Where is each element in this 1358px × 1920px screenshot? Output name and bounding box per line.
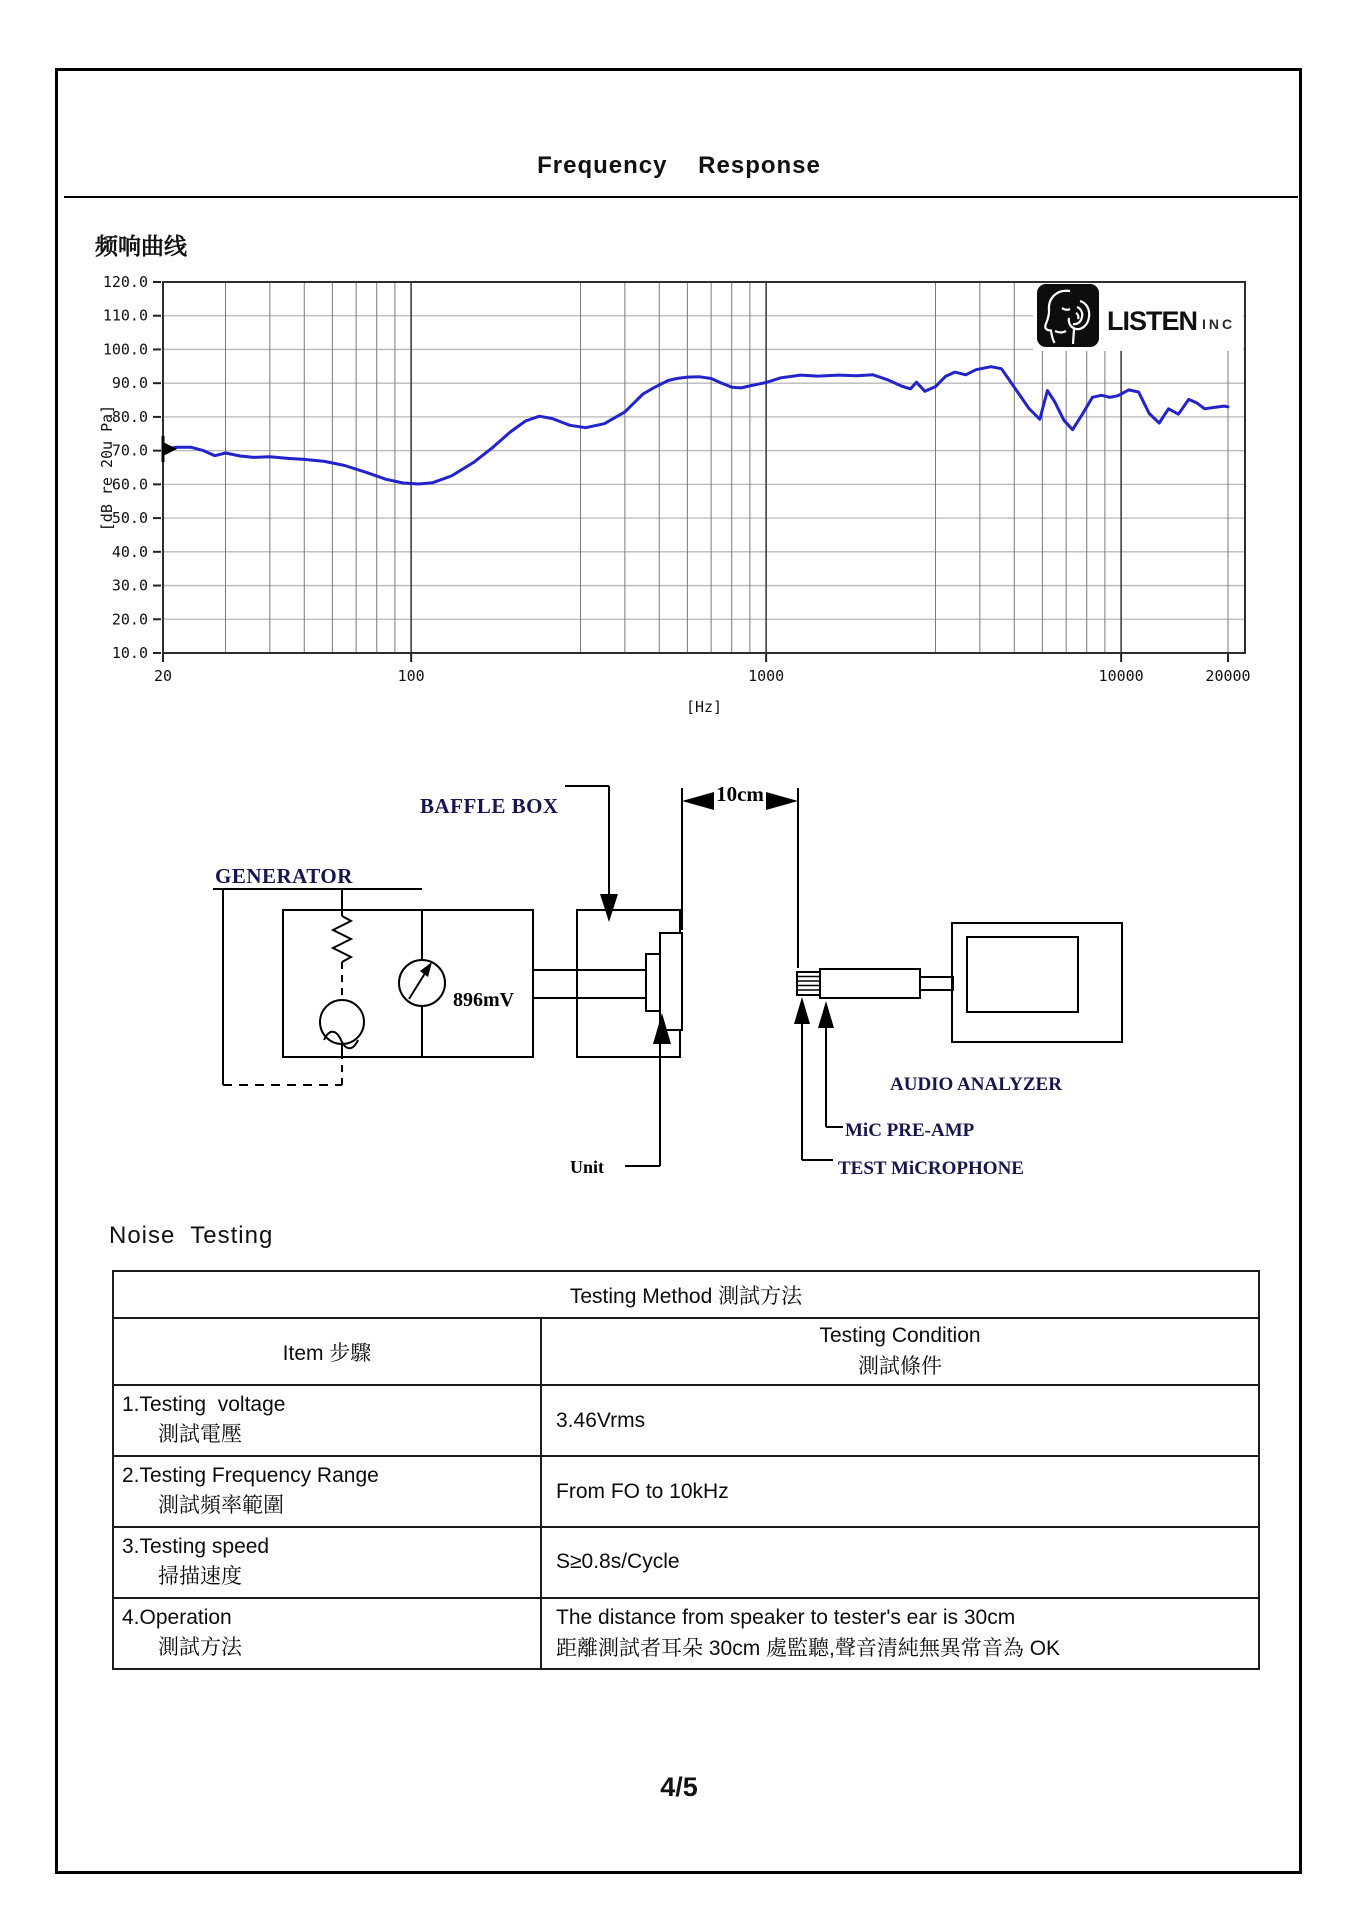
column-header-item: Item 步驟 — [113, 1318, 541, 1385]
logo-suffix-text: INC — [1202, 316, 1236, 332]
test-setup-diagram — [0, 760, 1358, 1220]
table-row — [113, 1527, 1259, 1598]
page-number: 4/5 — [660, 1772, 698, 1802]
audio-analyzer-screen — [967, 937, 1078, 1012]
y-axis-title: [dB re 20u Pa] — [98, 404, 116, 532]
logo-brand-text: LISTEN — [1107, 306, 1198, 336]
preamp-arrowhead — [818, 1001, 834, 1028]
x-tick-label: 10000 — [1098, 667, 1144, 685]
signal-source-symbol — [320, 1000, 364, 1044]
table-title-row — [113, 1271, 1259, 1318]
distance-label: 10cm — [716, 782, 764, 806]
item-text-cn: 測試頻率範圍 — [158, 1494, 284, 1518]
baffle-arrowhead — [600, 894, 618, 922]
document-title: Frequency Response — [537, 152, 821, 179]
item-text-en: 4.Operation — [122, 1605, 232, 1629]
y-tick-label: 20.0 — [111, 610, 148, 629]
table-row — [113, 1456, 1259, 1527]
x-tick-label: 1000 — [748, 667, 785, 685]
item-text-cn: 測試方法 — [158, 1636, 242, 1660]
y-tick-label: 120.0 — [102, 273, 148, 291]
y-tick-label: 60.0 — [111, 475, 148, 494]
y-tick-label: 80.0 — [111, 407, 148, 426]
y-tick-label: 10.0 — [111, 644, 148, 662]
x-tick-label: 100 — [397, 667, 425, 685]
condition-text: 3.46Vrms — [556, 1408, 646, 1432]
y-tick-label: 40.0 — [111, 542, 148, 561]
mic-body — [820, 969, 920, 998]
table-row — [113, 1385, 1259, 1456]
mic-connector — [920, 977, 953, 990]
testing-method-table — [112, 1270, 1260, 1670]
baffle-box-label: BAFFLE BOX — [420, 794, 559, 818]
table-title: Testing Method 測試方法 — [113, 1271, 1259, 1318]
y-tick-label: 90.0 — [111, 374, 148, 393]
generator-label: GENERATOR — [215, 864, 353, 888]
column-header-condition — [541, 1318, 1259, 1385]
test-mic-arrowhead — [794, 997, 810, 1024]
audio-analyzer-label: AUDIO ANALYZER — [890, 1074, 1062, 1095]
audio-analyzer-box — [952, 923, 1122, 1042]
dimension-arrow-right — [766, 792, 798, 810]
item-text-en: 1.Testing voltage — [122, 1393, 286, 1416]
item-text-en: 3.Testing speed — [122, 1534, 270, 1558]
condition-text-cn: 距離測試者耳朵 30cm 處監聽,聲音清純無異常音為 OK — [556, 1637, 1061, 1661]
speaker-diaphragm — [660, 933, 682, 1030]
condition-text: The distance from speaker to tester's ear is 30cm — [556, 1605, 1016, 1629]
y-tick-label: 70.0 — [111, 441, 148, 460]
condition-header-cn: 測試條件 — [858, 1354, 942, 1378]
unit-label: Unit — [570, 1157, 605, 1177]
voltmeter-symbol — [399, 960, 445, 1006]
mic-tip — [797, 972, 820, 995]
y-tick-label: 100.0 — [102, 340, 148, 359]
item-text-en: 2.Testing Frequency Range — [122, 1463, 379, 1487]
resistor-symbol — [333, 916, 351, 962]
response-curve — [163, 367, 1228, 484]
table-row — [113, 1598, 1259, 1669]
curve-start-arrowhead — [163, 442, 177, 456]
item-text-cn: 掃描速度 — [158, 1565, 242, 1589]
x-tick-label: 20 — [153, 667, 173, 685]
x-tick-label: 20000 — [1205, 667, 1251, 685]
dimension-arrow-left — [682, 792, 714, 810]
table-header-row — [113, 1318, 1259, 1385]
condition-text: S≥0.8s/Cycle — [556, 1550, 680, 1574]
mic-pre-amp-label: MiC PRE-AMP — [845, 1120, 975, 1141]
frequency-response-chart — [0, 210, 1358, 740]
listen-logo — [1033, 283, 1243, 351]
test-microphone-label: TEST MiCROPHONE — [838, 1158, 1024, 1179]
y-tick-label: 50.0 — [111, 509, 148, 528]
item-text-cn: 測試電壓 — [158, 1423, 242, 1447]
title-rule — [64, 196, 1298, 198]
voltage-label: 896mV — [453, 989, 515, 1011]
condition-header-en: Testing Condition — [819, 1324, 981, 1348]
y-tick-label: 30.0 — [111, 576, 148, 595]
condition-text: From FO to 10kHz — [556, 1479, 729, 1503]
x-axis-title: [Hz] — [685, 698, 723, 716]
chart-heading-cn: 频响曲线 — [95, 233, 187, 259]
y-tick-label: 110.0 — [102, 306, 148, 325]
noise-testing-heading: Noise Testing — [109, 1222, 274, 1249]
